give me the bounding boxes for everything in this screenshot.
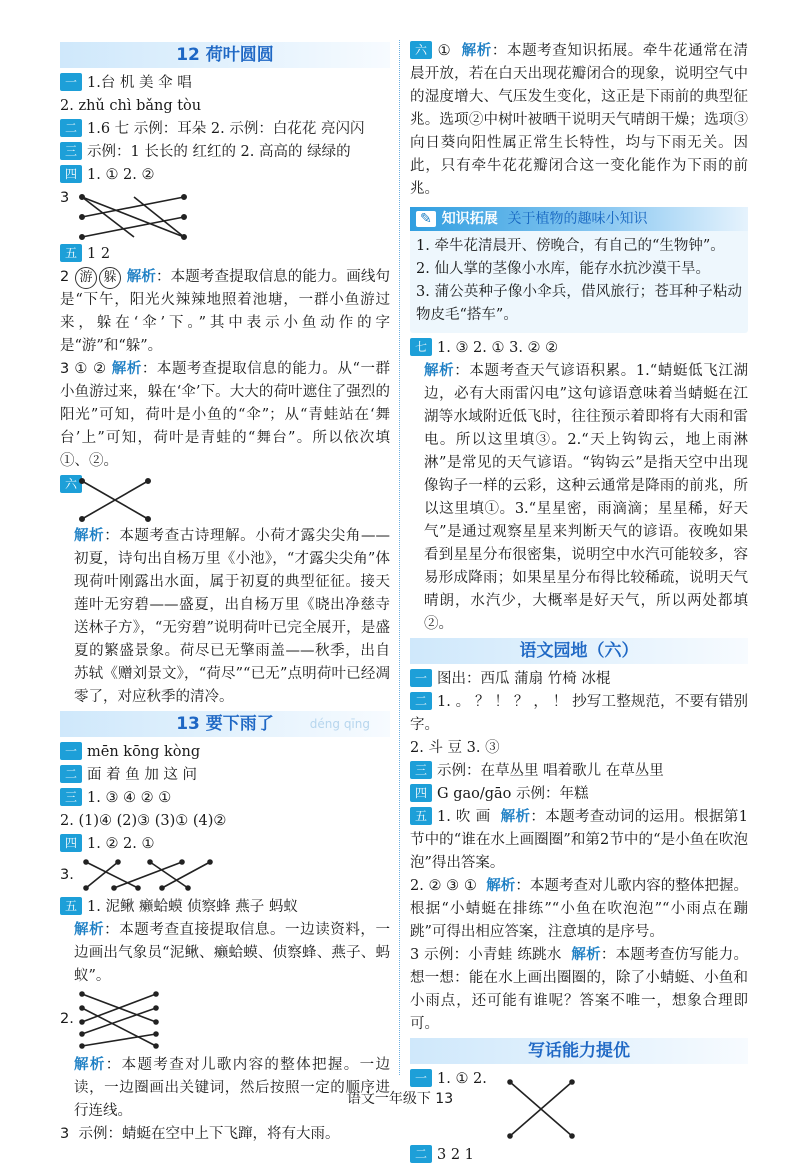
matching-lines-figure	[74, 189, 194, 245]
section-badge: 一	[60, 73, 82, 91]
l13-q5-matching: 2.	[60, 988, 390, 1054]
l12-q6-explain: 解析：本题考查古诗理解。小荷才露尖尖角——初夏，诗句出自杨万里《小池》，“才露尖尖角”体现荷叶刚露出水面，属于初夏的典型征征。接天莲叶无穷碧——盛夏，出自杨万里《晓出净慈寺送林子方》，“无穷碧”说明荷叶已完全展开，是盛夏的繁盛景象。荷尽已无擎雨盖——秋季，出自苏轼《赠刘景文》，“荷尽”“已无”点明荷叶已经凋零了，对应秋季的清冷。	[74, 528, 391, 705]
section-badge: 四	[60, 834, 82, 852]
section-badge: 五	[60, 244, 82, 262]
matching-lines-figure	[78, 856, 218, 894]
section-badge: 四	[410, 784, 432, 802]
bulb-icon: ✎	[416, 211, 436, 227]
r-q7: 七 1. ③ 2. ① 3. ② ②	[410, 337, 748, 360]
page-footer: 语文一年级下 13	[346, 1091, 454, 1107]
w-q2: 二 3 2 1	[410, 1144, 748, 1167]
l13-q5-explain2: 解析：本题考查对儿歌内容的整体把握。一边读，一边圈画出关键词，然后按照一定的顺序进行连线。	[74, 1057, 391, 1119]
g-q5-1: 五 1. 吹 画 解析：本题考查动词的运用。根据第1节中的“谁在水上画圈圈”和第2节中的“是小鱼在吹泡泡”得出答案。	[410, 809, 749, 871]
section-badge: 一	[410, 669, 432, 687]
writing-title: 写话能力提优	[410, 1038, 748, 1064]
section-badge: 三	[60, 788, 82, 806]
section-badge: 二	[410, 692, 432, 710]
lesson-12-title: 12 荷叶圆圆	[60, 42, 390, 68]
g-q2-line2: 2. 斗 豆 3. ③	[410, 740, 500, 756]
l13-q5-3: 3 示例：蜻蜓在空中上下飞蹿，将有大雨。	[60, 1126, 340, 1142]
l12-q5-p2: 2 游 躲 解析：本题考查提取信息的能力。画线句是“下午，阳光火辣辣地照着池塘，一群小鱼游过来，躲在‘伞’下。”其中表示小鱼动作的字是“游”和“躲”。	[60, 269, 391, 354]
r-q7-explain: 解析：本题考查天气谚语积累。1.“蜻蜓低飞江湖边，必有大雨雷闪电”这句谚语意味着当蜻蜓在江湖等水域附近低飞时，往往预示着即将有大雨和雷电。所以这里填③。2.“天上钩钩云，地上雨淋淋”是常见的天气谚语。“钩钩云”是指天空中出现像钩子一样的云彩，这种云通常是降雨的前兆，所以这里填①。3.“星星密，雨滴滴；星星稀，好天气”是通过观察星星来判断天气的谚语。夜晚如果看到星星分布很密集，说明空中水汽可能较多，容易形成降雨；如果星星分布得比较稀疏，说明天气晴朗，水汽少，大概率是好天气，所以两处都填②。	[424, 363, 749, 632]
l12-q5: 五 1 2	[60, 243, 390, 266]
g-q5-3: 3 示例：小青蛙 练跳水 解析：本题考查仿写能力。想一想：能在水上画出圈圈的，除了小蜻蜓、小鱼和小雨点，还可能有谁呢？答案不唯一，想象合理即可。	[410, 947, 749, 1032]
l12-q4: 四 1. ① 2. ②	[60, 164, 390, 187]
knowledge-box	[410, 207, 748, 333]
l13-q4: 四 1. ② 2. ①	[60, 833, 390, 856]
section-badge: 四	[60, 165, 82, 183]
section-badge: 六	[60, 475, 82, 493]
section-badge: 三	[60, 142, 82, 160]
l13-q5-explain1: 解析：本题考查直接提取信息。一边读资料，一边画出气象员“泥鳅、癞蛤蟆、侦察蜂、燕子、蚂蚁”。	[74, 922, 391, 984]
matching-lines-figure	[76, 475, 156, 525]
l13-q3: 三 1. ③ ④ ② ①	[60, 787, 390, 810]
l13-q1: 一 mēn kōng kòng	[60, 741, 390, 764]
knowledge-item: 1. 牵牛花清晨开、傍晚合，有自己的“生物钟”。	[416, 238, 725, 254]
knowledge-item: 2. 仙人掌的茎像小水库，能存水抗沙漠干旱。	[416, 261, 710, 277]
knowledge-item: 3. 蒲公英种子像小伞兵，借风旅行；苍耳种子粘动物皮毛“搭车”。	[416, 284, 742, 323]
knowledge-header: ✎ 知识拓展 关于植物的趣味小知识	[410, 207, 748, 231]
l12-q3: 三 示例：1 长长的 红红的 2. 高高的 绿绿的	[60, 141, 390, 164]
right-column	[410, 40, 748, 1167]
garden-title: 语文园地（六）	[410, 638, 748, 664]
l13-q4-matching: 3.	[60, 856, 390, 896]
l12-q1-line2: 2. zhǔ chì bǎng tòu	[60, 98, 202, 114]
l12-q4-matching: 3	[60, 187, 390, 243]
section-badge: 六	[410, 41, 432, 59]
section-badge: 五	[60, 897, 82, 915]
lesson-13-title: 13 要下雨了 déng qīng	[60, 711, 390, 737]
g-q4: 四 G gao/gāo 示例：年糕	[410, 783, 748, 806]
section-badge: 一	[410, 1069, 432, 1087]
knowledge-list	[410, 231, 748, 333]
r-q6: 六 ① 解析：本题考查知识拓展。牵牛花通常在清晨开放，若在白天出现花瓣闭合的现象，说明空气中的湿度增大、气压发生变化，这正是下雨前的典型征兆。选项②中树叶被晒干说明天气晴朗干燥；选项③向日葵向阳性属正常生长特性，均与下雨无关。因此，只有牵牛花花瓣闭合这一变化能作为下雨的前兆。	[410, 43, 749, 197]
w-q1: 一 1. ① 2.	[410, 1068, 748, 1144]
l12-q6	[60, 473, 390, 525]
section-badge: 一	[60, 742, 82, 760]
l13-q2: 二 面 着 鱼 加 这 问	[60, 764, 390, 787]
l13-q3-line2: 2. (1)④ (2)③ (3)① (4)②	[60, 813, 227, 829]
section-badge: 二	[60, 119, 82, 137]
section-badge: 五	[410, 807, 432, 825]
g-q1: 一 图出：西瓜 蒲扇 竹椅 冰棍	[410, 668, 748, 691]
section-badge: 三	[410, 761, 432, 779]
section-badge: 二	[60, 765, 82, 783]
column-divider	[399, 40, 400, 1075]
g-q5-2: 2. ② ③ ① 解析：本题考查对儿歌内容的整体把握。根据“小蜻蜓在排练”“小鱼在吹泡泡”“小雨点在蹦跳”可得出相应答案，注意填的是序号。	[410, 878, 749, 940]
section-badge: 二	[410, 1145, 432, 1163]
l13-q5: 五 1. 泥鳅 癞蛤蟆 侦察蜂 燕子 蚂蚁	[60, 896, 390, 919]
l12-q1: 一 1.台 机 美 伞 唱	[60, 72, 390, 95]
l12-q2: 二 1.6 七 示例：耳朵 2. 示例：白花花 亮闪闪	[60, 118, 390, 141]
matching-lines-figure	[76, 988, 166, 1052]
g-q3: 三 示例：在草丛里 唱着歌儿 在草丛里	[410, 760, 748, 783]
left-column	[60, 40, 390, 1146]
section-badge: 七	[410, 338, 432, 356]
l12-q5-p3: 3 ① ② 解析：本题考查提取信息的能力。从“一群小鱼游过来，躲在‘伞’下。大大的荷叶遮住了强烈的阳光”可知，荷叶是小鱼的“伞”；从“青蛙站在‘舞台’上”可知，荷叶是青蛙的“舞台”。所以依次填①、②。	[60, 361, 391, 469]
g-q2: 二 1. 。 ？ ！ ？ ， ！ 抄写工整规范，不要有错别字。	[410, 694, 748, 733]
